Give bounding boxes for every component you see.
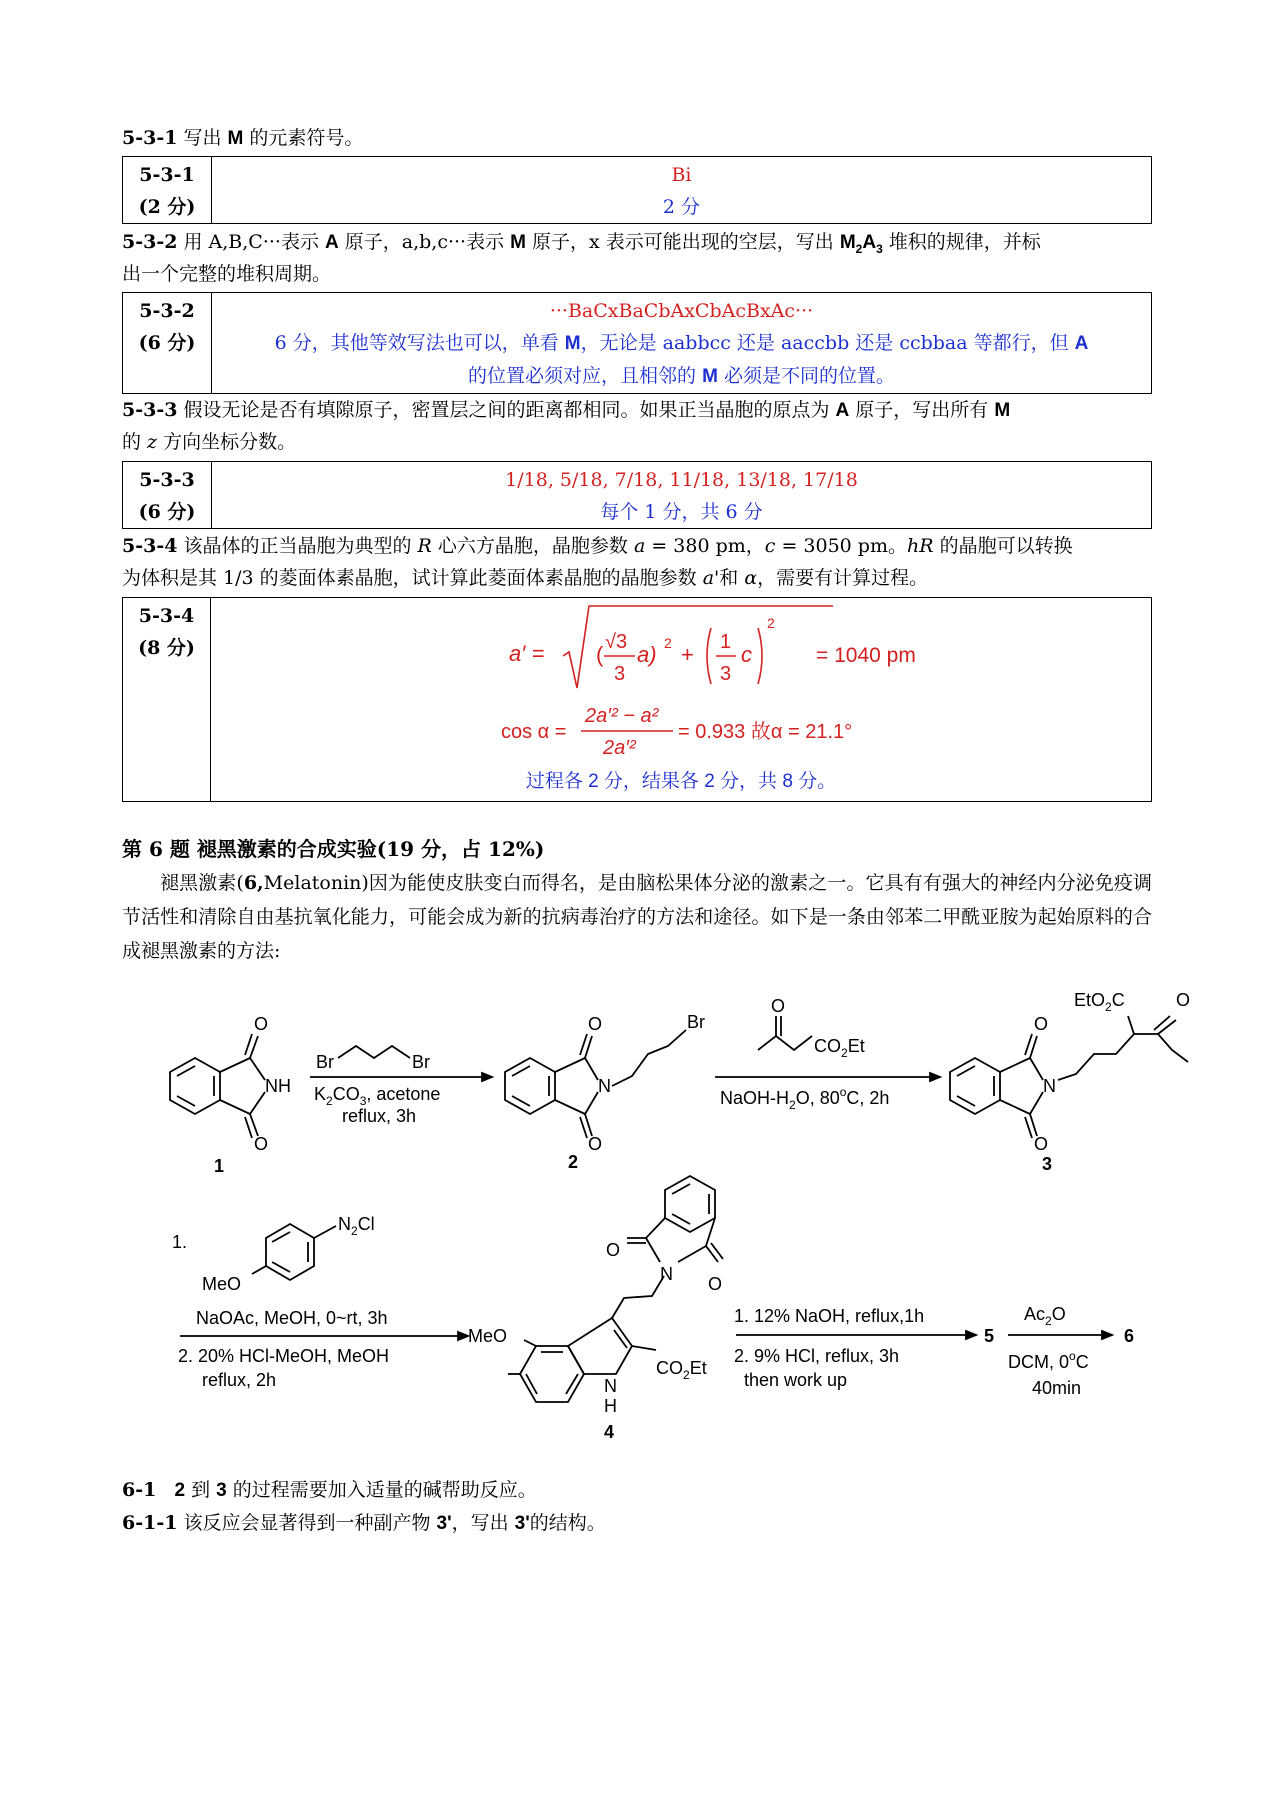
compound-number: 3	[216, 1480, 227, 1501]
arrow-head	[482, 1073, 492, 1081]
prompt-text: ，需要有计算过程。	[757, 567, 929, 589]
prompt-italic: c	[764, 535, 776, 557]
note-text: 6 分，其他等效写法也可以，单看	[274, 332, 565, 354]
grading-note: 每个 1 分，共 6 分	[600, 501, 763, 523]
ester-label	[1074, 990, 1125, 1014]
prompt-text: 写出	[183, 127, 228, 149]
condition-text: 40min	[1032, 1378, 1082, 1398]
condition-text: then work up	[744, 1370, 848, 1390]
answer-value: Bi	[671, 164, 692, 186]
condition-part: C, 2h	[846, 1088, 890, 1108]
arrow-head	[930, 1073, 940, 1081]
condition-text	[1008, 1349, 1089, 1372]
eq2-num: 2a′² − a²	[585, 705, 659, 727]
prompt-text: 原子，写出所有	[849, 399, 995, 421]
prompt-text: 方向坐标分数。	[157, 431, 297, 453]
condition-part: O, 80	[795, 1088, 840, 1108]
superscript: o	[1069, 1349, 1076, 1363]
atom-label: O	[588, 1134, 603, 1154]
answer-value: 1/18, 5/18, 7/18, 11/18, 13/18, 17/18	[505, 469, 858, 491]
eq1-den3: 3	[614, 663, 626, 685]
note-text: 必须是不同的位置。	[717, 365, 895, 387]
prompt-symbol: A	[324, 232, 339, 253]
condition-part: C	[1075, 1352, 1089, 1372]
eq2-result: = 0.933 故α = 21.1°	[678, 721, 853, 743]
label-score: (8 分)	[138, 637, 195, 659]
prompt-italic: hR	[906, 535, 934, 557]
atom-label: N	[660, 1264, 673, 1284]
atom-label: NH	[265, 1076, 291, 1096]
prompt-italic: R	[417, 535, 432, 557]
compound-number: 3'	[436, 1513, 452, 1534]
prompt-text: 的结构。	[529, 1512, 606, 1534]
atom-label: N	[598, 1076, 611, 1096]
question-number: 5-3-3	[122, 399, 178, 421]
condition-part: , acetone	[366, 1084, 441, 1104]
prompt-text: 原子，a,b,c···表示	[338, 231, 511, 253]
ester-part: CO	[656, 1358, 683, 1378]
condition-part: NaOH-H	[720, 1088, 790, 1108]
subscript: 2	[1045, 1314, 1052, 1328]
compound-1-structure	[170, 1034, 265, 1138]
dibromopropane-chain	[338, 1046, 410, 1058]
note-symbol: M	[564, 333, 581, 354]
atom-label: O	[771, 996, 786, 1016]
prompt-text: ，写出	[451, 1512, 515, 1534]
prompt-text: 该晶体的正当晶胞为典型的	[183, 535, 418, 557]
prompt-symbol: M	[994, 400, 1011, 421]
eq1-c: c	[741, 642, 752, 667]
eq1-three: 3	[720, 663, 732, 685]
prompt-symbol: M	[839, 232, 856, 253]
prompt-text: 该反应会显著得到一种副产物	[183, 1512, 437, 1534]
compound-number-3: 3	[1042, 1154, 1053, 1174]
prompt-text: 假设无论是否有填隙原子，密置层之间的距离都相同。如果正当晶胞的原点为	[183, 399, 836, 421]
reagent-part: CO	[814, 1036, 841, 1056]
prompt-text: 到	[185, 1479, 217, 1501]
ester-part: EtO	[1074, 990, 1106, 1010]
atom-label: O	[1176, 990, 1191, 1010]
atom-label: O	[254, 1134, 269, 1154]
prompt-text: 原子，x 表示可能出现的空层，写出	[525, 231, 840, 253]
condition-text: NaOAc, MeOH, 0~rt, 3h	[196, 1308, 388, 1328]
prompt-text: 堆积的规律，并标	[882, 231, 1041, 253]
arrow-head	[458, 1332, 468, 1340]
atom-label: O	[1034, 1014, 1049, 1034]
reagent-part: Et	[847, 1036, 865, 1056]
para-compound: 6,	[243, 872, 264, 894]
acetoacetate-chain	[758, 1036, 812, 1050]
subscript: 2	[326, 1094, 333, 1108]
prompt-text: = 3050 pm。	[775, 535, 907, 557]
reagent-part: N	[338, 1214, 351, 1234]
atom-label: N	[604, 1376, 617, 1396]
compound-number-6: 6	[1124, 1326, 1135, 1346]
grading-note: 2 分	[662, 196, 701, 218]
atom-label: O	[708, 1274, 723, 1294]
ester-label	[656, 1358, 707, 1382]
compound-number: 2	[174, 1480, 186, 1501]
condition-text: reflux, 2h	[202, 1370, 277, 1390]
subscript: 2	[841, 1046, 848, 1060]
note-symbol: A	[1074, 333, 1089, 354]
condition-text	[720, 1085, 889, 1112]
prompt-text: 的过程需要加入适量的碱帮助反应。	[226, 1479, 537, 1501]
prompt-italic: a'	[702, 567, 720, 589]
prompt-symbol: A	[862, 232, 877, 253]
reagent-part: O	[1051, 1304, 1066, 1324]
condition-text: 1. 12% NaOH, reflux,1h	[734, 1306, 925, 1326]
subscript: 2	[1105, 1000, 1112, 1014]
prompt-italic: α	[744, 567, 758, 589]
arrow-head	[1102, 1331, 1112, 1339]
eq1-result: = 1040 pm	[816, 644, 916, 667]
note-text: ，无论是 aabbcc 还是 aaccbb 还是 ccbbaa 等都行，但	[580, 332, 1075, 354]
question-number: 5-3-4	[122, 535, 178, 557]
ester-part: C	[1111, 990, 1125, 1010]
atom-label: MeO	[202, 1274, 242, 1294]
question-number: 6-1	[122, 1479, 157, 1501]
reagent-part: Cl	[357, 1214, 375, 1234]
eq1-sqrt3: √3	[605, 631, 628, 653]
answer-value: ···BaCxBaCbAxCbAcBxAc···	[549, 300, 814, 322]
question-5-3-2-line2: 出一个完整的堆积周期。	[122, 263, 332, 285]
reagent-text: Br	[412, 1052, 430, 1072]
atom-label: MeO	[468, 1326, 508, 1346]
compound-number-4: 4	[604, 1422, 615, 1442]
prompt-text: 的晶胞可以转换	[933, 535, 1073, 557]
subscript: 2	[789, 1098, 796, 1112]
prompt-symbol: M	[510, 232, 526, 253]
eq1-square: 2	[664, 635, 672, 651]
eq1-one: 1	[720, 631, 732, 653]
prompt-text: 和	[719, 567, 745, 589]
question-number: 5-3-1	[122, 127, 178, 149]
condition-part: K	[314, 1084, 327, 1104]
prompt-text: 的元素符号。	[243, 127, 364, 149]
prompt-text: 心六方晶胞，晶胞参数	[431, 535, 634, 557]
eq2-lhs: cos α =	[501, 721, 567, 743]
compound-number-1: 1	[214, 1156, 225, 1176]
reagent-text	[814, 1036, 865, 1060]
eq2-den: 2a′²	[603, 737, 636, 759]
label-number: 5-3-3	[139, 469, 195, 491]
eq1-plus: +	[681, 642, 694, 667]
compound-2-structure	[505, 1030, 686, 1138]
prompt-text: 的	[122, 431, 148, 453]
label-score: (2 分)	[138, 196, 196, 218]
step-number: 1.	[172, 1232, 188, 1252]
label-score: (6 分)	[138, 332, 196, 354]
eq1-paren: (	[596, 642, 604, 667]
atom-label: Br	[687, 1012, 705, 1032]
atom-label: O	[588, 1014, 603, 1034]
label-number: 5-3-2	[139, 300, 195, 322]
prompt-text: 为体积是其 1/3 的菱面体素晶胞，试计算此菱面体素晶胞的晶胞参数	[122, 567, 703, 589]
label-number: 5-3-4	[138, 605, 195, 627]
eq1-square2: 2	[767, 615, 775, 631]
superscript: o	[839, 1085, 847, 1099]
diazonium-structure	[252, 1224, 336, 1280]
question-number: 5-3-2	[122, 231, 178, 253]
condition-part: CO	[332, 1084, 360, 1104]
condition-text: 2. 9% HCl, reflux, 3h	[734, 1346, 900, 1366]
condition-text: reflux, 3h	[342, 1106, 417, 1126]
section-6-title: 第 6 题 褪黑激素的合成实验(19 分，占 12%)	[122, 837, 545, 861]
arrow-head	[966, 1331, 976, 1339]
condition-part: DCM, 0	[1008, 1352, 1070, 1372]
reagent-text	[1024, 1304, 1066, 1328]
ester-part: Et	[689, 1358, 707, 1378]
reagent-part: Ac	[1024, 1304, 1046, 1324]
subscript: 3	[876, 241, 883, 256]
reagent-text: Br	[316, 1052, 334, 1072]
note-symbol: M	[702, 366, 718, 387]
atom-label: H	[604, 1396, 617, 1416]
prompt-italic: a	[633, 535, 646, 557]
subscript: 2	[351, 1224, 358, 1238]
subscript: 2	[683, 1368, 690, 1382]
prompt-text: = 380 pm，	[645, 535, 765, 557]
prompt-text: 用 A,B,C···表示	[183, 231, 325, 253]
atom-label: O	[254, 1014, 269, 1034]
compound-number: 3'	[514, 1513, 530, 1534]
label-score: (6 分)	[138, 501, 196, 523]
prompt-symbol: A	[835, 400, 850, 421]
compound-number-5: 5	[984, 1326, 995, 1346]
para-text: Melatonin)因为能使皮肤变白而得名，是由脑松果体分泌的激素之一。它具有有强大的神经内分泌免疫调节活性和清除自由基抗氧化能力，可能会成为新的抗病毒治疗的方法和途径。如下是一条由邻苯二甲酰亚胺为起始原料的合成褪黑激素的方法:	[122, 872, 1152, 962]
compound-3-structure	[950, 1016, 1188, 1138]
prompt-symbol: M	[227, 128, 244, 149]
condition-text: 2. 20% HCl-MeOH, MeOH	[178, 1346, 390, 1366]
compound-number-2: 2	[568, 1152, 579, 1172]
subscript: 3	[359, 1094, 367, 1108]
prompt-italic: z	[147, 431, 158, 453]
label-number: 5-3-1	[139, 164, 195, 186]
atom-label: O	[606, 1240, 621, 1260]
atom-label: O	[1034, 1134, 1049, 1154]
atom-label: N	[1043, 1076, 1056, 1096]
eq1-lhs: a′ =	[509, 641, 545, 666]
reagent-text	[338, 1214, 375, 1238]
subscript: 2	[855, 241, 863, 256]
note-text: 的位置必须对应，且相邻的	[468, 365, 703, 387]
condition-text	[314, 1084, 440, 1108]
question-number: 6-1-1	[122, 1512, 178, 1534]
eq1-a: a)	[637, 642, 657, 667]
grading-note: 过程各 2 分，结果各 2 分，共 8 分。	[525, 771, 837, 792]
para-text: 褪黑激素(	[160, 872, 244, 894]
